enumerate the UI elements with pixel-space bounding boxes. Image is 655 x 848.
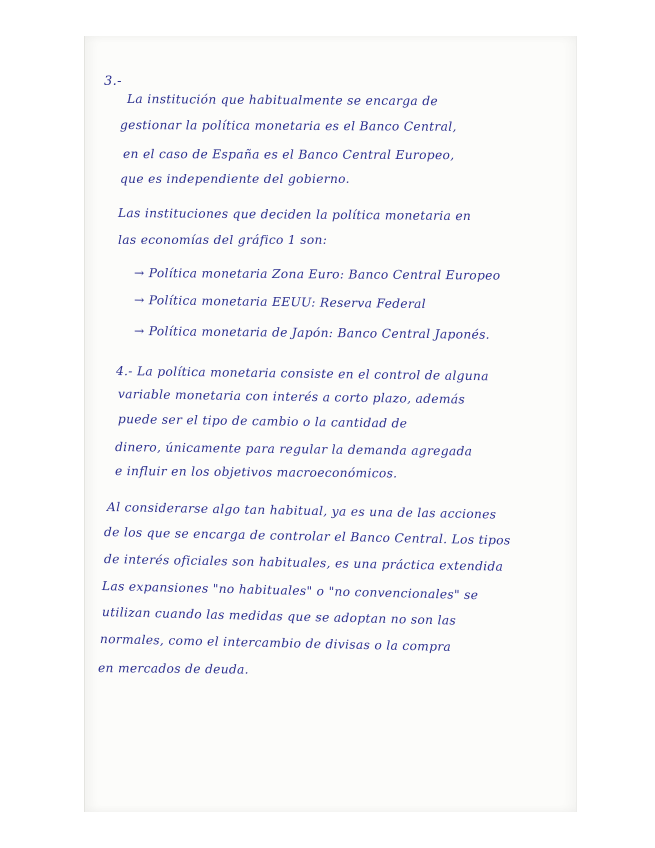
- handwritten-line-8: → Política monetaria Zona Euro: Banco Central Europeo: [133, 266, 501, 283]
- handwritten-line-20: utilizan cuando las medidas que se adoptan no son las: [101, 605, 457, 628]
- handwritten-line-15: e influir en los objetivos macroeconómicos.: [114, 464, 398, 481]
- handwritten-line-4: en el caso de España es el Banco Central Europeo,: [122, 147, 455, 163]
- handwritten-line-21: normales, como el intercambio de divisas o la compra: [99, 632, 452, 654]
- handwritten-line-16: Al considerarse algo tan habitual, ya es una de las acciones: [106, 500, 497, 522]
- handwritten-line-17: de los que se encarga de controlar el Banco Central. Los tipos: [103, 525, 511, 548]
- handwritten-line-2: La institución que habitualmente se encarga de: [126, 92, 439, 109]
- handwritten-line-6: Las instituciones que deciden la política monetaria en: [117, 206, 472, 224]
- handwritten-line-10: → Política monetaria de Japón: Banco Central Japonés.: [133, 324, 491, 342]
- handwritten-line-14: dinero, únicamente para regular la demanda agregada: [114, 440, 473, 459]
- handwritten-line-13: puede ser el tipo de cambio o la cantidad de: [117, 412, 408, 431]
- handwritten-line-1: 3.-: [104, 74, 122, 89]
- handwritten-line-9: → Política monetaria EEUU: Reserva Federal: [133, 293, 427, 312]
- handwritten-line-18: de interés oficiales son habituales, es una práctica extendida: [103, 552, 504, 574]
- handwritten-line-22: en mercados de deuda.: [97, 661, 250, 677]
- handwritten-line-19: Las expansiones "no habituales" o "no convencionales" se: [101, 579, 479, 603]
- handwritten-line-7: las economías del gráfico 1 son:: [118, 233, 328, 247]
- handwritten-line-5: que es independiente del gobierno.: [120, 172, 350, 186]
- handwritten-line-12: variable monetaria con interés a corto plazo, además: [117, 387, 466, 407]
- handwritten-line-3: gestionar la política monetaria es el Banco Central,: [119, 118, 457, 134]
- handwritten-line-11: 4.- La política monetaria consiste en el control de alguna: [115, 364, 489, 384]
